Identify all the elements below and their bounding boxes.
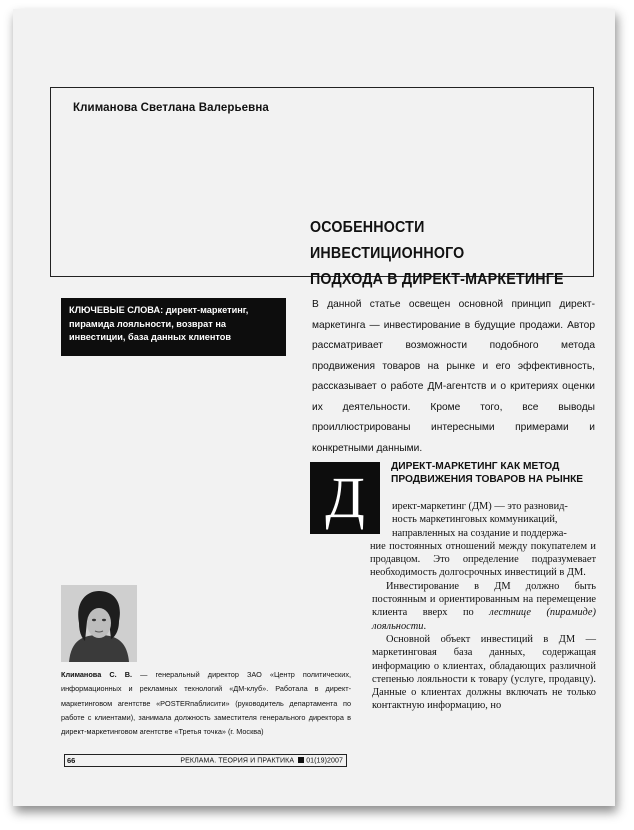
author-bio	[61, 668, 351, 739]
issue-number: 01(19)2007	[306, 757, 343, 764]
loyalty-ladder-term: лестнице (пирамиде) лояльности	[372, 607, 596, 632]
page-footer	[64, 754, 347, 767]
body-paragraph-3: Основной объект инвестиций в ДМ — маркетинговая база данных, содержащая информацию о клиентах, обладающих различной степенью лояльности к товару (услуге, продавцу). Данные о клиентах должны включать не только контактную информацию, но	[372, 633, 596, 712]
square-bullet-icon	[298, 757, 304, 763]
body-line-2: ность маркетинговых коммуникаций,	[392, 514, 558, 526]
author-name: Климанова Светлана Валерьевна	[73, 102, 269, 114]
journal-name: РЕКЛАМА. ТЕОРИЯ И ПРАКТИКА	[180, 757, 295, 764]
title-line-1: ОСОБЕННОСТИ ИНВЕСТИЦИОННОГО	[310, 219, 465, 262]
keywords-box	[61, 298, 286, 356]
author-portrait-icon	[61, 585, 137, 662]
article-title	[310, 215, 568, 293]
article-body	[372, 500, 596, 713]
journal-page	[13, 9, 615, 806]
keywords-label: КЛЮЧЕВЫЕ СЛОВА:	[69, 305, 164, 315]
author-photo	[61, 585, 137, 662]
dropcap-lines	[372, 500, 596, 540]
paragraph-2-end: .	[423, 620, 427, 632]
drop-cap: Д	[310, 462, 380, 534]
body-line-3: направленных на создание и поддержа-	[392, 527, 567, 539]
article-abstract: В данной статье освещен основной принцип директ-маркетинга — инвестирование в будущие продажи. Автор рассматривает возможности подобного метода продвижения товаров на рынке и его эффективность, рассказывает о работе ДМ-агентств и о критериях оценки их деятельности. Кроме того, все выводы проиллюстрированы интересными примерами и конкретными данными.	[312, 299, 595, 454]
page-number: 66	[67, 756, 76, 765]
body-paragraph-2	[372, 580, 596, 633]
bio-name: Климанова С. В.	[61, 670, 133, 679]
title-line-2: ПОДХОДА В ДИРЕКТ-МАРКЕТИНГЕ	[310, 271, 564, 288]
section-title-line-1: ДИРЕКТ-МАРКЕТИНГ КАК МЕТОД	[391, 461, 560, 472]
body-paragraph-1: ние постоянных отношений между покупателем и продавцом. Это определение подразумевает необходимость долгосрочных инвестиций в ДМ.	[370, 540, 596, 579]
keywords-text: директ-маркетинг, пирамида лояльности, возврат на инвестиции, база данных клиентов	[69, 305, 249, 342]
paragraph-2-text: Инвестирование в ДМ должно быть постоянным и ориентированным на перемещение клиента вверх по	[372, 580, 596, 619]
body-line-1: ирект‑маркетинг (ДМ) — это разновид-	[392, 501, 568, 512]
bio-text: — генеральный директор ЗАО «Центр политических, информационных и рекламных технологий «ДМ-клуб». Работала в директ-маркетинговом агентстве «POSTERпаблисити» (руководитель департамента по работе с клиентами), занимала должность заместителя генерального директора в директ-маркетинговом агентстве «Третья точка» (г. Москва)	[61, 670, 351, 737]
journal-issue	[180, 757, 343, 765]
section-title-line-2: ПРОДВИЖЕНИЯ ТОВАРОВ НА РЫНКЕ	[391, 474, 584, 485]
section-title	[391, 460, 601, 486]
